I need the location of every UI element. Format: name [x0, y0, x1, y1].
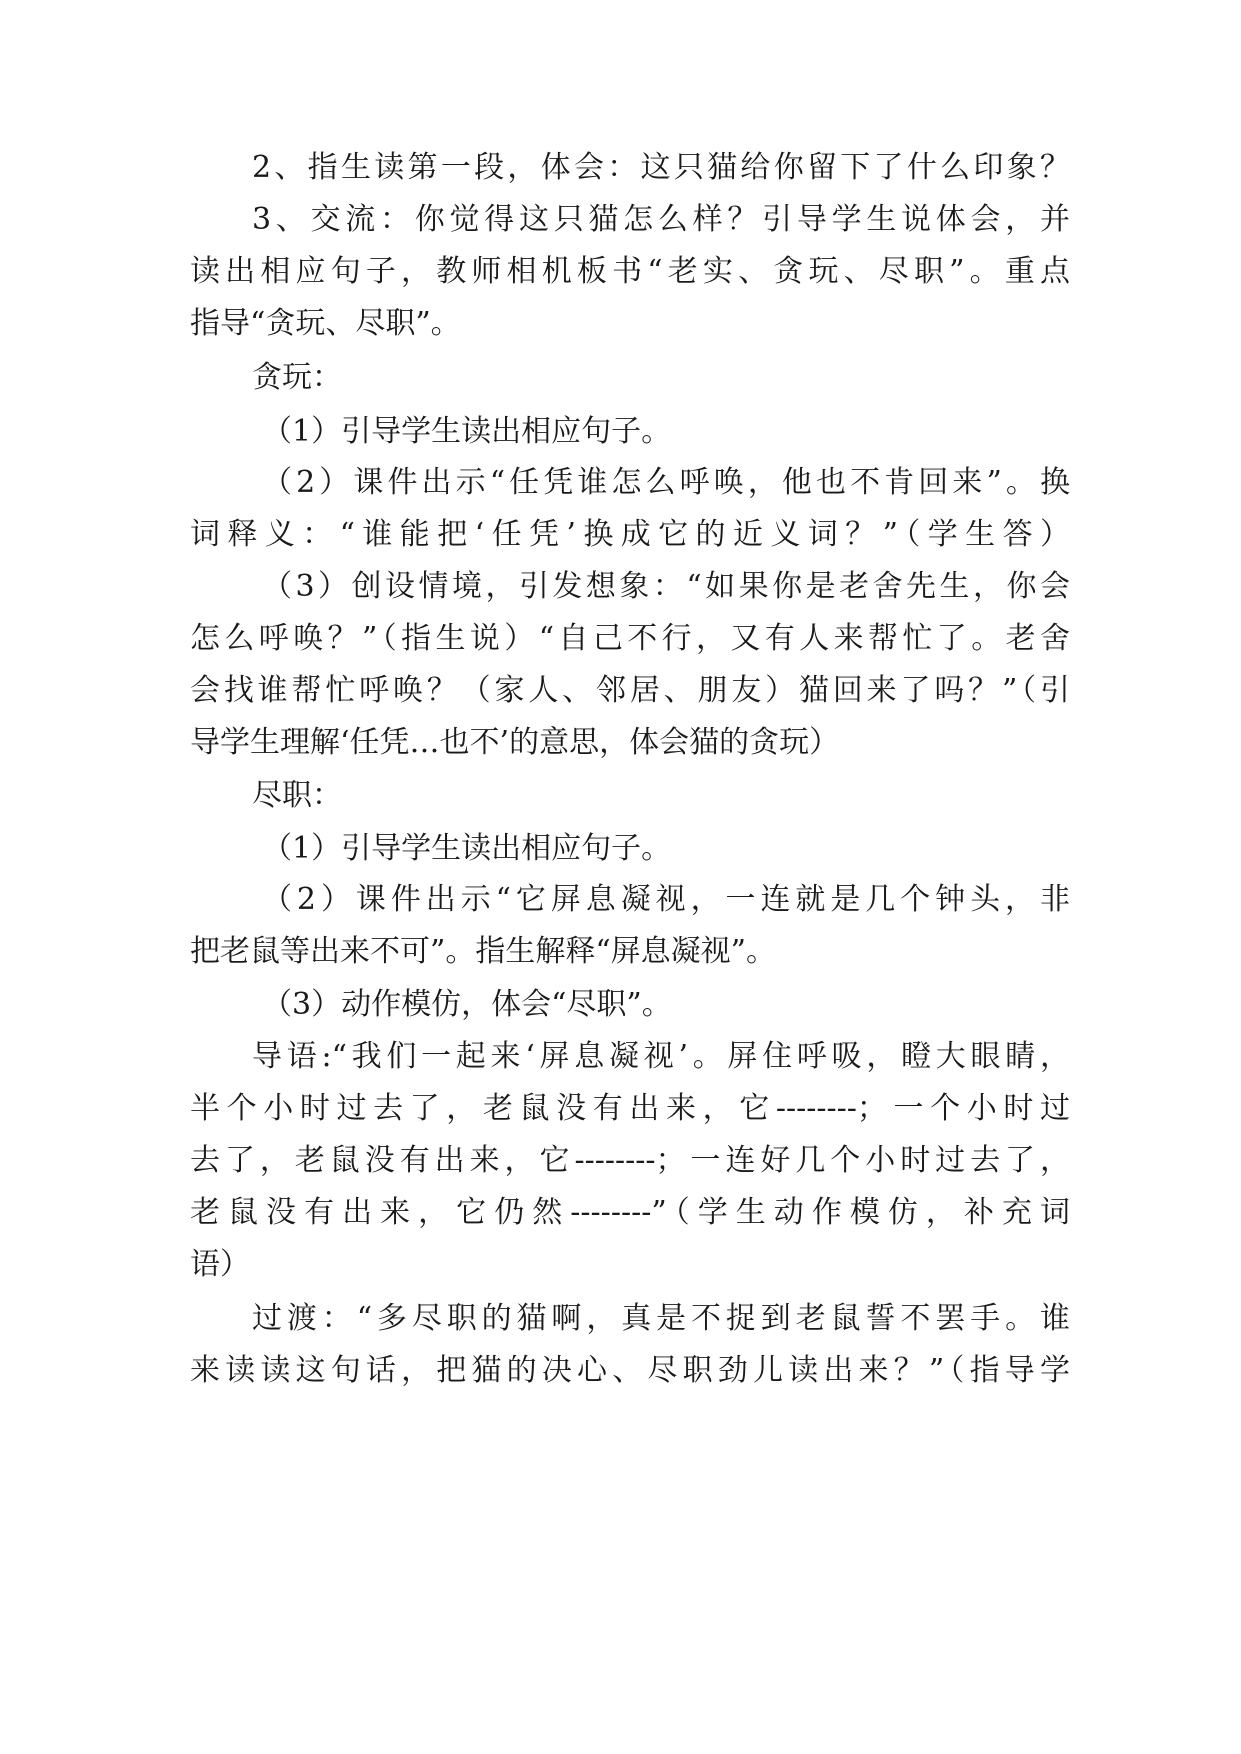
text-line: 词释义：“谁能把‘任凭’换成它的近义词？”（学生答） [190, 517, 1070, 552]
text-line: （2）课件出示“任凭谁怎么呼唤，他也不肯回来”。换 [262, 465, 1070, 500]
text-line: （1）引导学生读出相应句子。 [262, 831, 672, 866]
text-line: 老鼠没有出来，它仍然--------”（学生动作模仿，补充词 [190, 1195, 1070, 1230]
text-line: 导语:“我们一起来‘屏息凝视’。屏住呼吸，瞪大眼睛， [252, 1039, 1070, 1074]
text-line: 把老鼠等出来不可”。指生解释“屏息凝视”。 [190, 934, 777, 969]
text-line: 会找谁帮忙呼唤？（家人、邻居、朋友）猫回来了吗？”（引 [190, 673, 1070, 708]
text-line: （2）课件出示“它屏息凝视，一连就是几个钟头，非 [262, 882, 1070, 917]
text-line: 指导“贪玩、尽职”。 [190, 306, 461, 341]
text-line: （3）创设情境，引发想象：“如果你是老舍先生，你会 [262, 569, 1070, 604]
text-line: 3、交流：你觉得这只猫怎么样？引导学生说体会，并 [252, 202, 1070, 237]
text-line: 过渡：“多尽职的猫啊，真是不捉到老鼠誓不罢手。谁 [252, 1301, 1070, 1336]
text-line: 怎么呼唤？”（指生说）“自己不行，又有人来帮忙了。老舍 [190, 621, 1070, 656]
text-line: （3）动作模仿，体会“尽职”。 [262, 987, 672, 1022]
text-line: （1）引导学生读出相应句子。 [262, 414, 672, 449]
text-line: 2、指生读第一段，体会：这只猫给你留下了什么印象？ [252, 150, 1070, 185]
text-line: 导学生理解‘任凭…也不’的意思，体会猫的贪玩） [190, 725, 840, 760]
section-heading: 尽职： [252, 778, 342, 813]
text-line: 语） [190, 1247, 250, 1282]
section-heading: 贪玩： [252, 360, 342, 395]
text-line: 读出相应句子，教师相机板书“老实、贪玩、尽职”。重点 [190, 254, 1070, 289]
text-line: 来读读这句话，把猫的决心、尽职劲儿读出来？”（指导学 [190, 1353, 1070, 1388]
text-line: 半个小时过去了，老鼠没有出来，它--------；一个小时过 [190, 1091, 1070, 1126]
text-line: 去了，老鼠没有出来，它--------；一连好几个小时过去了， [190, 1143, 1070, 1178]
